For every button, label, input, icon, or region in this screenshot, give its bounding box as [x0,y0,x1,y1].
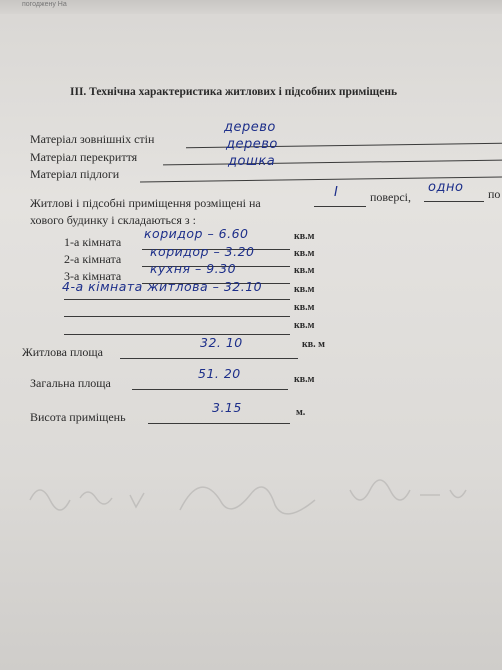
room-3-label: 3-а кімната [64,269,122,283]
placement-text-3: по [488,187,501,201]
ceiling-value: дерево [226,137,278,152]
living-area-unit: кв. м [302,339,325,350]
floor-label: Матеріал підлоги [30,167,120,181]
room-1-label: 1-а кімната [64,235,122,249]
room-3-unit: кв.м [294,265,315,276]
room-1-value: коридор – 6.60 [144,226,249,241]
ceiling-label: Матеріал перекриття [30,150,138,164]
storeys-value: одно [428,180,464,195]
placement-text-4: хового будинку і складаються з : [30,213,196,227]
total-area-label: Загальна площа [30,376,111,390]
room-4-value: 4-а кімната житлова – 32.10 [62,279,263,294]
room-6-unit: кв.м [294,320,315,331]
living-area-line [120,358,298,359]
height-line [148,423,290,424]
living-area-value: 32. 10 [200,335,243,350]
floor-value: дошка [228,154,276,169]
placement-text-2: поверсі, [370,190,412,204]
placement-text: Житлові і підсобні приміщення розміщені на [30,196,261,210]
room-4-line [64,299,290,300]
height-label: Висота приміщень [30,410,126,424]
room-5-line [64,316,290,317]
torn-header-strip [0,0,502,14]
room-3-value: кухня – 9.30 [150,261,237,276]
total-area-value: 51. 20 [198,366,241,381]
room-6-line [64,334,290,335]
header-fragment: погоджену На [22,1,67,8]
ceiling-line [163,160,502,166]
room-2-label: 2-а кімната [64,252,122,266]
storeys-line [424,201,484,202]
reverse-side-bleed-through [20,470,490,530]
total-area-line [132,389,288,390]
room-2-unit: кв.м [294,248,315,259]
floor-number-value: I [334,185,339,200]
room-1-unit: кв.м [294,231,315,242]
height-unit: м. [296,407,306,418]
total-area-unit: кв.м [294,374,315,385]
room-5-unit: кв.м [294,302,315,313]
living-area-label: Житлова площа [22,345,103,359]
room-2-value: коридор – 3.20 [150,244,255,259]
room-4-unit: кв.м [294,284,315,295]
floor-number-line [314,206,366,207]
section-title: ІІІ. Технічна характеристика житлових і підсобних приміщень [70,86,398,98]
walls-label: Матеріал зовнішніх стін [30,132,155,146]
height-value: 3.15 [212,400,242,415]
walls-value: дерево [224,120,276,135]
